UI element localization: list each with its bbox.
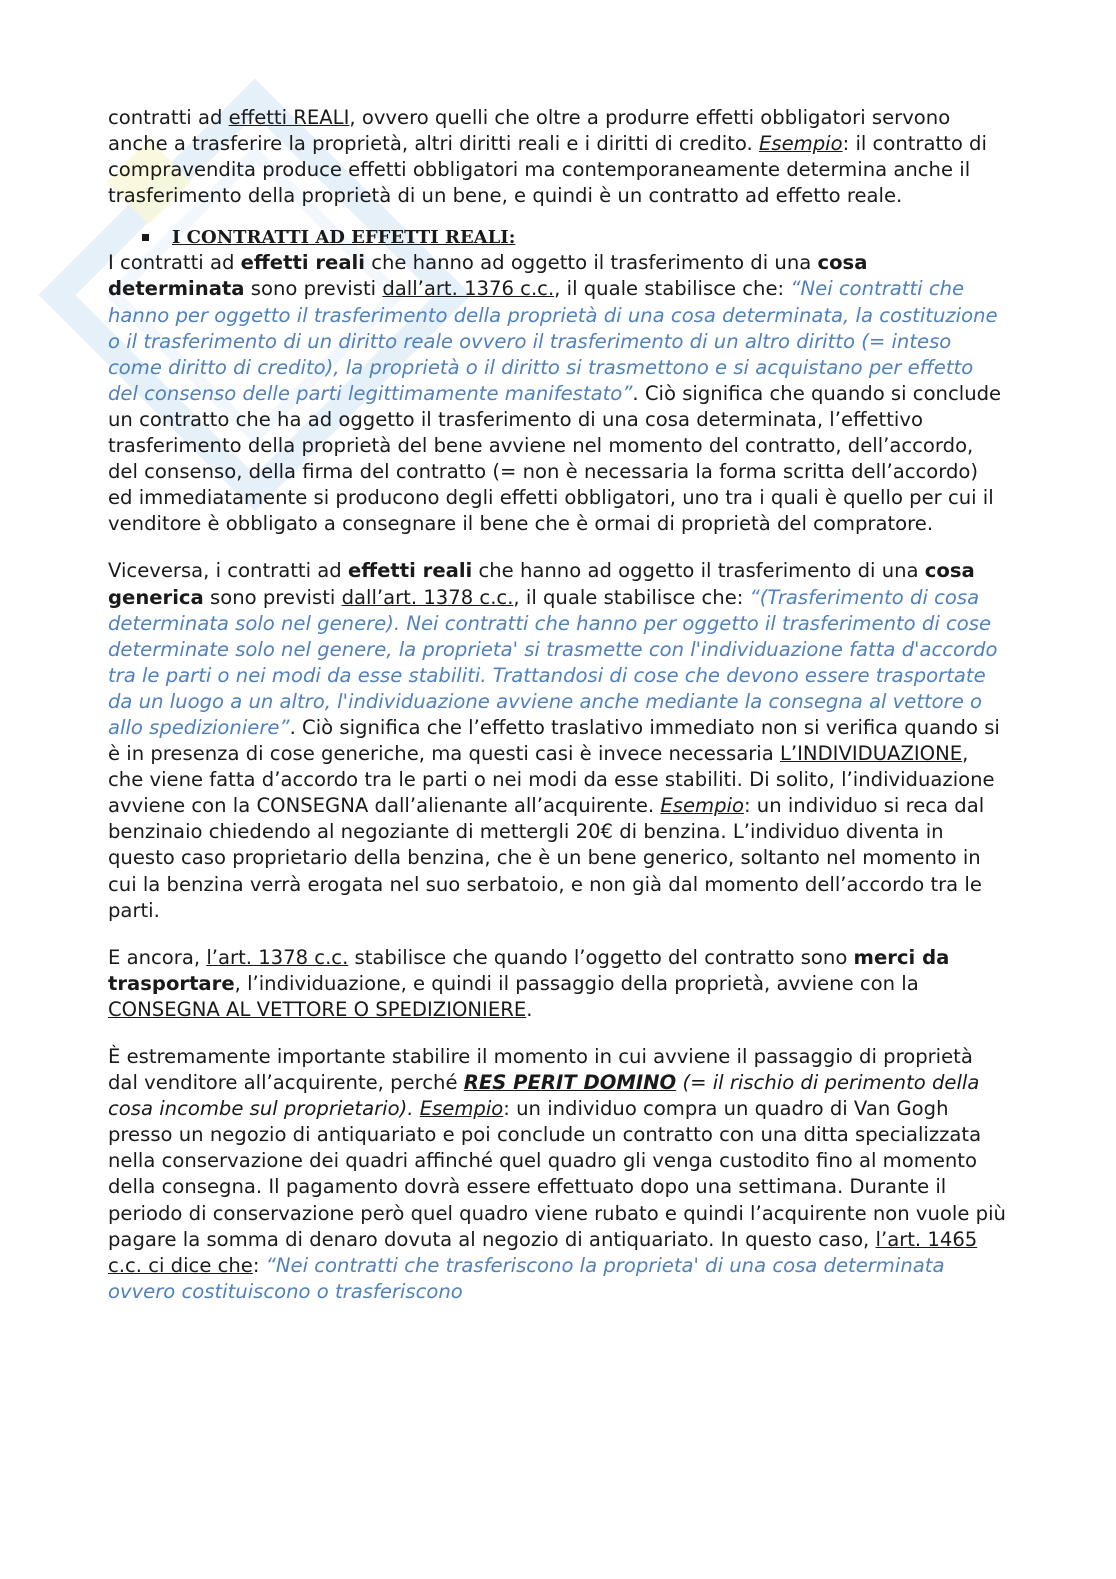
section-heading: I CONTRATTI AD EFFETTI REALI: xyxy=(108,226,1008,250)
article-ref-1465: l’art. 1465 c.c. ci dice che xyxy=(108,1227,978,1277)
quote-art-1378: “(Trasferimento di cosa determinata solo nel genere). Nei contratti che hanno per oggetto il trasferimento di cose determinate solo nel genere, la proprieta' si trasmette con l'individuazione fatta d'accordo tra le parti o nei modi da esse stabiliti. Trattandosi di cose che devono essere trasportate da un luogo a un altro, l'individuazione avviene anche mediante la consegna al vettore o allo spedizioniere” xyxy=(108,585,998,739)
term-res-perit-domino: RES PERIT DOMINO xyxy=(463,1071,677,1095)
term-consegna-vettore: CONSEGNA AL VETTORE O SPEDIZIONIERE xyxy=(108,997,527,1021)
paragraph-effetti-reali-intro: contratti ad effetti REALI, ovvero quelli che oltre a produrre effetti obbligatori servono anche a trasferire la proprietà, altri diritti reali e i diritti di credito. Esempio: il contratto di compravendita produce effetti obbligatori ma contemporaneamente determina anche il trasferimento della proprietà di un bene, e quindi è un contratto ad effetto reale. xyxy=(108,106,987,208)
paragraph-merci-da-trasportare: E ancora, l’art. 1378 c.c. stabilisce che quando l’oggetto del contratto sono merci da trasportare, l’individuazione, e quindi il passaggio della proprietà, avviene con la CONSEGNA AL VETTORE O SPEDIZIONIERE. xyxy=(108,945,950,1021)
paragraph-cosa-determinata: I contratti ad effetti reali che hanno ad oggetto il trasferimento di una cosa determinata sono previsti dall’art. 1376 c.c., il quale stabilisce che: “Nei contratti che hanno per oggetto il trasferimento della proprietà di una cosa determinata, la costituzione o il trasferimento di un diritto reale ovvero il trasferimento di un altro diritto (= inteso come diritto di credito), la proprietà o il diritto si trasmettono e si acquistano per effetto del consenso delle parti legittimamente manifestato”. Ciò significa che quando si conclude un contratto che ha ad oggetto il trasferimento di una cosa determinata, l’effettivo trasferimento della proprietà del bene avviene nel momento del contratto, dell’accordo, del consenso, della firma del contratto (= non è necessaria la forma scritta dell’accordo) ed immediatamente si producono degli effetti obbligatori, uno tra i quali è quello per cui il venditore è obbligato a consegnare il bene che è ormai di proprietà del compratore. xyxy=(108,251,1002,536)
example-label: Esempio xyxy=(660,794,744,818)
article-ref-1376: dall’art. 1376 c.c. xyxy=(382,277,555,301)
example-label: Esempio xyxy=(419,1097,504,1121)
example-label: Esempio xyxy=(759,132,843,156)
article-ref-1378-b: l’art. 1378 c.c. xyxy=(206,945,349,969)
document-body xyxy=(108,105,1008,1305)
quote-art-1465: “Nei contratti che trasferiscono la proprieta' di una cosa determinata ovvero costituiscono o trasferiscono xyxy=(108,1253,945,1303)
paragraph-res-perit-domino: È estremamente importante stabilire il momento in cui avviene il passaggio di proprietà dal venditore all’acquirente, perché RES PERIT DOMINO (= il rischio di perimento della cosa incombe sul proprietario). Esempio: un individuo compra un quadro di Van Gogh presso un negozio di antiquariato e poi conclude un contratto con una ditta specializzata nella conservazione dei quadri affinché quel quadro gli venga custodito fino al momento della consegna. Il pagamento dovrà essere effettuato dopo una settimana. Durante il periodo di conservazione però quel quadro viene rubato e quindi l’acquirente non vuole più pagare la somma di denaro dovuta al negozio di antiquariato. In questo caso, l’art. 1465 c.c. ci dice che: “Nei contratti che trasferiscono la proprieta' di una cosa determinata ovvero costituiscono o trasferiscono xyxy=(108,1045,1006,1303)
quote-art-1376: “Nei contratti che hanno per oggetto il trasferimento della proprietà di una cosa determinata, la costituzione o il trasferimento di un diritto reale ovvero il trasferimento di un altro diritto (= inteso come diritto di credito), la proprietà o il diritto si trasmettono e si acquistano per effetto del consenso delle parti legittimamente manifestato” xyxy=(108,277,998,405)
term-effetti-reali: effetti REALI xyxy=(228,106,350,129)
paragraph-cosa-generica: Viceversa, i contratti ad effetti reali che hanno ad oggetto il trasferimento di una cosa generica sono previsti dall’art. 1378 c.c., il quale stabilisce che: “(Trasferimento di cosa determinata solo nel genere). Nei contratti che hanno per oggetto il trasferimento di cose determinate solo nel genere, la proprieta' si trasmette con l'individuazione fatta d'accordo tra le parti o nei modi da esse stabiliti. Trattandosi di cose che devono essere trasportate da un luogo a un altro, l'individuazione avviene anche mediante la consegna al vettore o allo spedizioniere”. Ciò significa che l’effetto traslativo immediato non si verifica quando si è in presenza di cose generiche, ma questi casi è invece necessaria L’INDIVIDUAZIONE, che viene fatta d’accordo tra le parti o nei modi da esse stabiliti. Di solito, l’individuazione avviene con la CONSEGNA dall’alienante all’acquirente. Esempio: un individuo si reca dal benzinaio chiedendo al negoziante di mettergli 20€ di benzina. L’individuo diventa in questo caso proprietario della benzina, che è un bene generico, soltanto nel momento in cui la benzina verrà erogata nel suo serbatoio, e non già dal momento dell’accordo tra le parti. xyxy=(108,559,1000,922)
article-ref-1378: dall’art. 1378 c.c. xyxy=(341,585,514,609)
bullet-square-icon xyxy=(142,234,149,241)
term-individuazione: L’INDIVIDUAZIONE xyxy=(780,742,963,766)
